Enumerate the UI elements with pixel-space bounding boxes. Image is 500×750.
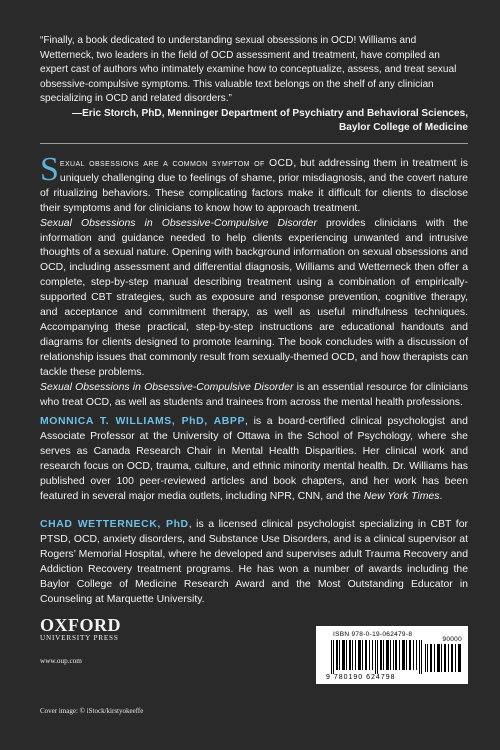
- book-title-ref: Sexual Obsessions in Obsessive-Compulsive Disorder: [40, 217, 317, 229]
- publisher-logo: [40, 616, 130, 642]
- isbn-label: ISBN 978-0-19-062479-8: [333, 631, 413, 638]
- barcode-box: [316, 626, 468, 684]
- ean-number: 9 780190 624798: [326, 674, 396, 681]
- description-paragraph-1: [40, 151, 468, 217]
- endorsement-blurb: [40, 34, 468, 136]
- barcode-icon: [331, 640, 423, 674]
- section-divider: [40, 143, 468, 144]
- publisher-url: www.oup.com: [40, 657, 82, 665]
- author-name: MONNICA T. WILLIAMS, PhD, ABPP: [40, 416, 246, 427]
- author-bio-wetterneck: [40, 518, 468, 607]
- attribution-line-1: —Eric Storch, PhD, Menninger Department of Psychiatry and Behavioral Sciences,: [71, 107, 468, 119]
- book-title-ref: Sexual Obsessions in Obsessive-Compulsive Disorder: [40, 381, 294, 393]
- description-p2-text: provides clinicians with the information and guidance needed to help clients experiencing unwanted and intrusive thoughts of a sexual nature. Opening with background information on sexual obsessions and OCD, including assessment and differential diagnosis, Williams and Wetterneck then offer a complete, step-by-step manual describing treatment using a combination of empirically-supported CBT strategies, such as exposure and response prevention, cognitive therapy, and acceptance and commitment therapy, as well as useful mindfulness techniques. Accompanying these practical, step-by-step instructions are educational handouts and diagrams for clients designed to promote learning. The book concludes with a discussion of relationship issues that commonly result from sexually-themed OCD, and how therapists can tackle these problems.: [40, 217, 468, 378]
- book-description: [40, 151, 468, 410]
- attribution-line-2: Baylor College of Medicine: [338, 122, 468, 133]
- author-name: CHAD WETTERNECK, PhD: [40, 519, 189, 530]
- price-code: 90000: [442, 636, 462, 643]
- publication-name: New York Times: [363, 490, 440, 502]
- cover-image-credit: Cover image: © iStock/kirstyokeeffe: [40, 707, 144, 715]
- author-bio-williams: [40, 415, 468, 504]
- endorsement-attribution: [40, 107, 468, 136]
- publisher-subtitle: UNIVERSITY PRESS: [40, 634, 119, 642]
- description-p1-text: , but addressing them in treatment is uniquely challenging due to feelings of shame, prior misdiagnosis, and the covert nature of ritualizing behaviors. These complicating factors make it difficult for clients to disclose their symptoms and for clinicians to know how to approach treatment.: [40, 158, 468, 214]
- author-bio-text: , is a licensed clinical psychologist specializing in CBT for PTSD, OCD, anxiety disorders, and Substance Use Disorders, and is a clinical supervisor at Rogers’ Memorial Hospital, where he developed and supervises adult Trauma Recovery and Addiction Recovery treatment programs. He has won a number of awards including the Baylor College of Medicine Research Award and the Most Outstanding Educator in Counseling at Marquette University.: [40, 519, 468, 605]
- description-paragraph-2: [40, 217, 468, 381]
- drop-cap: S: [40, 151, 59, 188]
- description-paragraph-3: [40, 381, 468, 411]
- endorsement-quote: “Finally, a book dedicated to understanding sexual obsessions in OCD! Williams and Wetterneck, two leaders in the field of OCD assessment and treatment, have compiled an expert cast of authors who intimately examine how to conceptualize, assess, and treat sexual obsessive-compulsive symptoms. This valuable text belongs on the shelf of any clinician specializing in OCD and related disorders.”: [40, 35, 457, 104]
- description-lead: exual obsessions are a common symptom of OCD: [59, 158, 294, 169]
- description-p3-text: is an essential resource for clinicians who treat OCD, as well as students and trainees from across the mental health professions.: [40, 381, 468, 408]
- price-barcode-icon: [425, 644, 463, 672]
- publisher-name: OXFORD: [40, 615, 121, 635]
- author-bio-text: , is a board-certified clinical psychologist and Associate Professor at the University of Ottawa in the School of Psychology, where she serves as Canada Research Chair in Mental Health Disparities. Her clinical work and research focus on OCD, trauma, culture, and ethnic minority mental health. Dr. Williams has published over 100 peer-reviewed articles and book chapters, and her work has been featured in several major media outlets, including NPR, CNN, and the: [40, 416, 468, 502]
- author-bio-end: .: [439, 490, 443, 502]
